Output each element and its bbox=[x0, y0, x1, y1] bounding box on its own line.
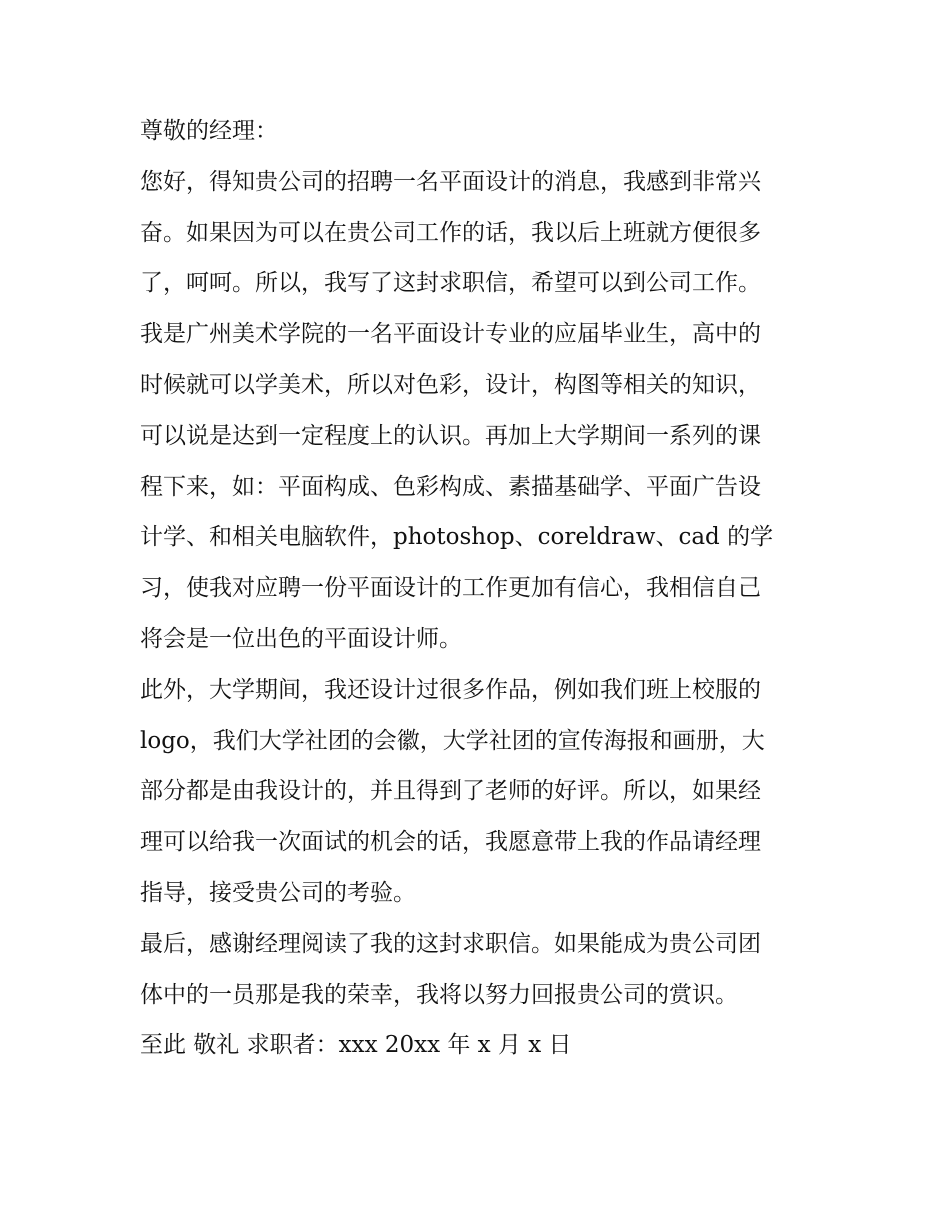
closing-signature: 至此 敬礼 求职者：xxx 20xx 年 x 月 x 日 bbox=[140, 1032, 572, 1059]
text-line: 指导，接受贵公司的考验。 bbox=[140, 879, 416, 906]
text-line: logo，我们大学社团的会徽，大学社团的宣传海报和画册，大 bbox=[140, 727, 765, 754]
text-line: 理可以给我一次面试的机会的话，我愿意带上我的作品请经理 bbox=[140, 829, 761, 856]
text-line: 我是广州美术学院的一名平面设计专业的应届毕业生，高中的 bbox=[140, 321, 761, 348]
salutation: 尊敬的经理： bbox=[140, 118, 278, 144]
text-line: 时候就可以学美术，所以对色彩，设计，构图等相关的知识， bbox=[140, 371, 761, 398]
letter-body bbox=[140, 106, 815, 1071]
text-line: 习，使我对应聘一份平面设计的工作更加有信心，我相信自己 bbox=[140, 575, 761, 602]
text-line: 您好，得知贵公司的招聘一名平面设计的消息，我感到非常兴 bbox=[140, 168, 761, 195]
paragraph-education bbox=[140, 309, 815, 665]
text-line: 奋。如果因为可以在贵公司工作的话，我以后上班就方便很多 bbox=[140, 219, 761, 246]
text-line: 最后，感谢经理阅读了我的这封求职信。如果能成为贵公司团 bbox=[140, 930, 761, 957]
paragraph-greeting bbox=[140, 157, 815, 309]
paragraph-thanks bbox=[140, 919, 815, 1021]
paragraph-works bbox=[140, 665, 815, 919]
text-line: 将会是一位出色的平面设计师。 bbox=[140, 625, 462, 652]
text-line: 程下来，如：平面构成、色彩构成、素描基础学、平面广告设 bbox=[140, 473, 761, 500]
text-line: 体中的一员那是我的荣幸，我将以努力回报贵公司的赏识。 bbox=[140, 981, 738, 1008]
text-line: 部分都是由我设计的，并且得到了老师的好评。所以，如果经 bbox=[140, 778, 761, 805]
text-line: 可以说是达到一定程度上的认识。再加上大学期间一系列的课 bbox=[140, 422, 761, 449]
text-line: 了，呵呵。所以，我写了这封求职信，希望可以到公司工作。 bbox=[140, 270, 761, 297]
text-line: 此外，大学期间，我还设计过很多作品，例如我们班上校服的 bbox=[140, 676, 761, 703]
text-line: 计学、和相关电脑软件，photoshop、coreldraw、cad 的学 bbox=[140, 524, 774, 551]
